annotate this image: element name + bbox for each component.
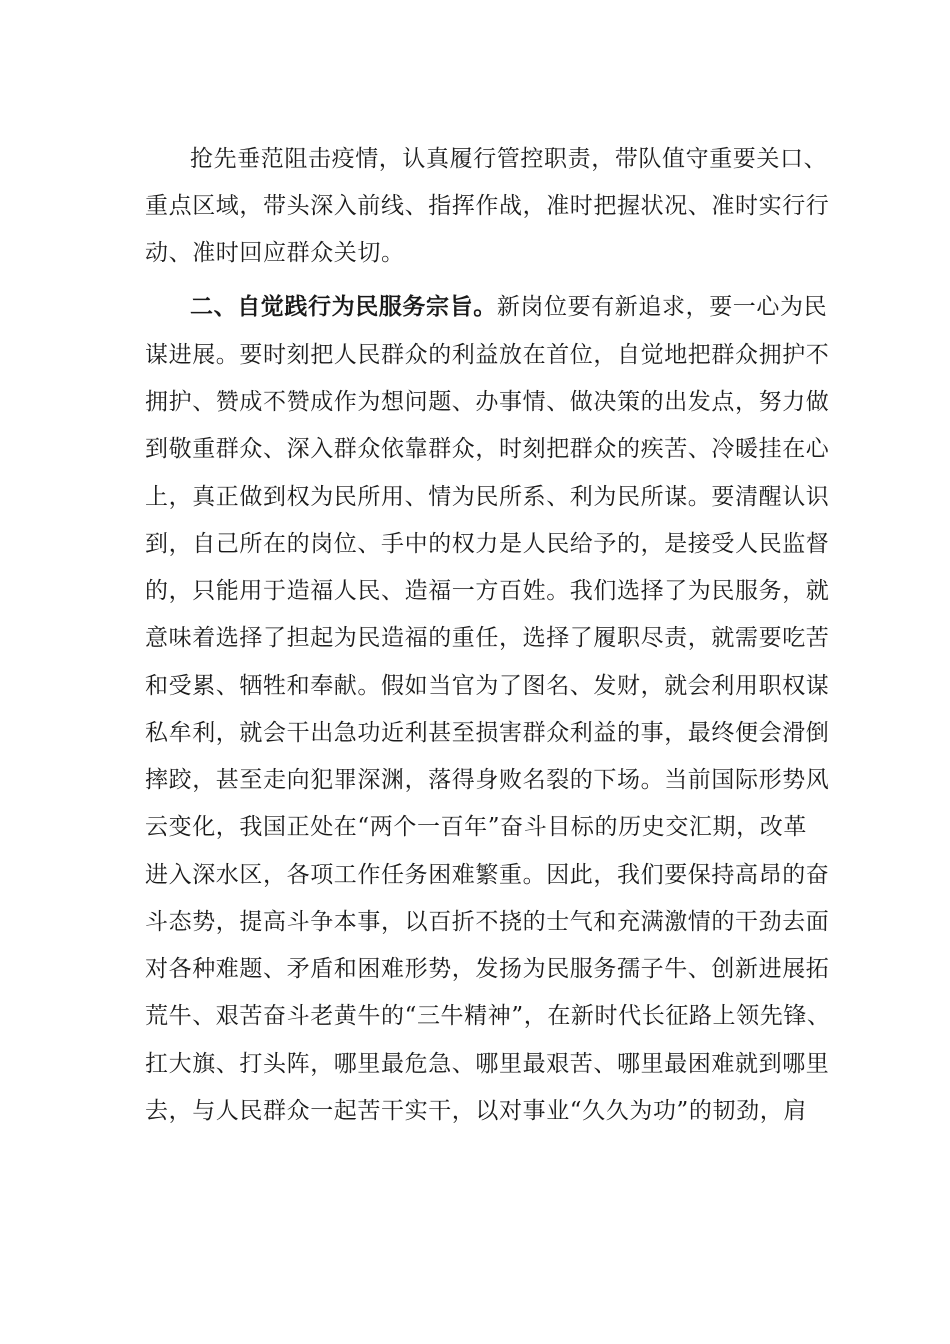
- paragraph-2-line-12: 云变化，我国正处在“两个一百年”奋斗目标的历史交汇期，改革: [145, 814, 807, 840]
- paragraph-2-line-14: 斗态势，提高斗争本事，以百折不挠的士气和充满激情的干劲去面: [145, 909, 830, 935]
- paragraph-2-line-17: 扛大旗、打头阵，哪里最危急、哪里最艰苦、哪里最困难就到哪里: [145, 1051, 830, 1077]
- paragraph-2-line-6: 到，自己所在的岗位、手中的权力是人民给予的，是接受人民监督: [145, 531, 830, 557]
- paragraph-2-line-1: [190, 291, 860, 323]
- paragraph-2-line-4: 到敬重群众、深入群众依靠群众，时刻把群众的疾苦、冷暖挂在心: [145, 436, 830, 462]
- paragraph-2-line-9: 和受累、牺牲和奉献。假如当官为了图名、发财，就会利用职权谋: [145, 673, 830, 699]
- paragraph-2-line-8: 意味着选择了担起为民造福的重任，选择了履职尽责，就需要吃苦: [145, 625, 830, 651]
- paragraph-1-line-1: 抢先垂范阻击疫情，认真履行管控职责，带队值守重要关口、: [190, 146, 828, 172]
- paragraph-2-line-13: 进入深水区，各项工作任务困难繁重。因此，我们要保持高昂的奋: [145, 862, 830, 888]
- paragraph-1-line-2: 重点区域，带头深入前线、指挥作战，准时把握状况、准时实行行: [145, 193, 830, 219]
- paragraph-2-line-3: 拥护、赞成不赞成作为想问题、办事情、做决策的出发点，努力做: [145, 389, 830, 415]
- section-heading: 二、自觉践行为民服务宗旨。: [190, 293, 497, 320]
- paragraph-2-line-18: 去，与人民群众一起苦干实干，以对事业“久久为功”的韧劲，肩: [145, 1098, 807, 1124]
- paragraph-2-line-16: 荒牛、艰苦奋斗老黄牛的“三牛精神”，在新时代长征路上领先锋、: [145, 1003, 831, 1029]
- paragraph-2-line-1-text: 新岗位要有新追求，要一心为民: [496, 294, 828, 320]
- paragraph-2-line-7: 的，只能用于造福人民、造福一方百姓。我们选择了为民服务，就: [145, 578, 830, 604]
- paragraph-2-line-15: 对各种难题、矛盾和困难形势，发扬为民服务孺子牛、创新进展拓: [145, 956, 830, 982]
- paragraph-2-line-5: 上，真正做到权为民所用、情为民所系、利为民所谋。要清醒认识: [145, 484, 830, 510]
- paragraph-2-line-2: 谋进展。要时刻把人民群众的利益放在首位，自觉地把群众拥护不: [145, 342, 830, 368]
- paragraph-2-line-11: 摔跤，甚至走向犯罪深渊，落得身败名裂的下场。当前国际形势风: [145, 767, 830, 793]
- paragraph-2-line-10: 私牟利，就会干出急功近利甚至损害群众利益的事，最终便会滑倒: [145, 720, 830, 746]
- paragraph-1-line-3: 动、准时回应群众关切。: [145, 240, 405, 266]
